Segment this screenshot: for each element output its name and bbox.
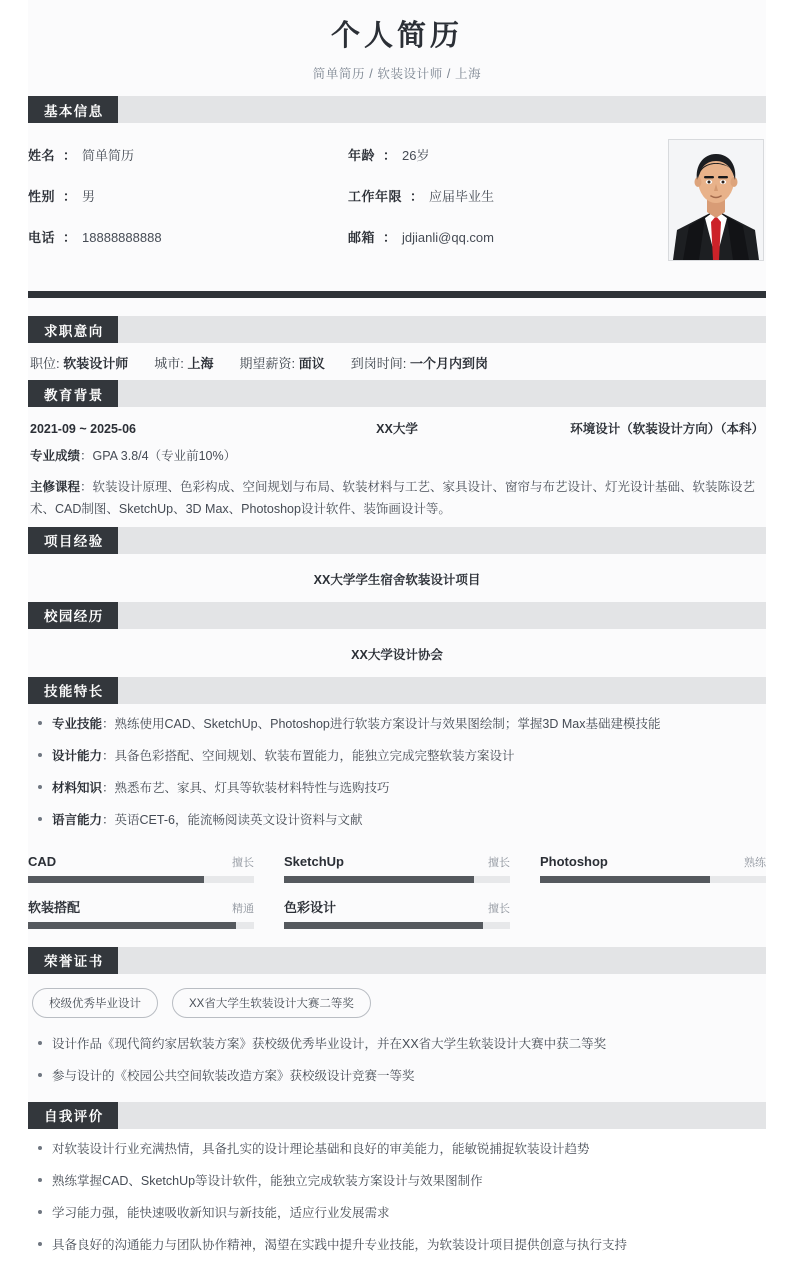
field-label: 姓名 [28,148,56,164]
skill-bar [284,897,510,929]
list-item: 设计作品《现代简约家居软装方案》获校级优秀毕业设计，并在XX省大学生软装设计大赛中获二等奖 [30,1034,764,1054]
field-label: 工作年限 [348,189,403,205]
field-label: 专业成绩 [30,449,81,464]
skill-bar-level: 擅长 [488,902,510,915]
honors-bullet-list [28,1024,766,1102]
skill-label: 材料知识 [52,780,103,795]
field-value: GPA 3.8/4（专业前10%） [92,449,237,464]
list-item [30,714,764,734]
skill-bar [284,854,510,883]
field-label: 主修课程 [30,480,81,495]
section-bar [118,1102,766,1129]
field-value: 面议 [298,356,325,372]
section-title-campus: 校园经历 [28,602,118,629]
skill-text: 熟练使用CAD、SketchUp、Photoshop进行软装方案设计与效果图绘制；掌握3D Max基础建模技能 [114,716,661,731]
field-colon: ： [102,716,115,731]
field-value: 上海 [187,356,214,372]
section-header-selfeval [28,1102,766,1129]
list-item: 学习能力强，能快速吸收新知识与新技能，适应行业发展需求 [30,1203,764,1223]
basic-info-row [348,227,648,246]
section-header-basic [28,96,766,123]
skill-bar [540,854,766,883]
skill-bar-fill [284,922,483,929]
field-colon: ： [63,189,77,205]
skill-text: 英语CET-6，能流畅阅读英文设计资料与文献 [114,812,363,827]
section-bar [118,677,766,704]
section-title-honors: 荣誉证书 [28,947,118,974]
skill-bar-name: SketchUp [284,853,344,869]
list-item [30,810,764,830]
education-gpa [28,437,766,468]
skill-bar-level: 擅长 [488,856,510,869]
page-subtitle: 简单简历 / 软装设计师 / 上海 [312,67,482,82]
list-item: 具备良好的沟通能力与团队协作精神，渴望在实践中提升专业技能，为软装设计项目提供创意与执行支持 [30,1235,764,1255]
field-value: 软装设计师 [63,356,129,372]
skill-label: 设计能力 [52,748,103,763]
education-school: XX大学 [376,422,418,437]
job-intent-position [30,353,128,372]
field-label: 性别 [28,189,56,205]
field-label: 电话 [28,230,56,246]
skill-bar-fill [540,876,710,883]
skill-bar-group [28,846,766,947]
basic-info-row [28,227,328,246]
skill-bar-fill [284,876,474,883]
section-divider [28,291,766,298]
left-margin [0,0,28,1123]
section-header-education [28,380,766,407]
selfeval-bullet-list [28,1129,766,1271]
skill-bar-track [28,922,254,929]
section-title-skills: 技能特长 [28,677,118,704]
skill-bar-track [284,876,510,883]
campus-title: XX大学设计协会 [351,647,443,662]
job-intent-salary [240,353,325,372]
skills-bullet-list [28,704,766,846]
field-colon: ： [63,148,77,164]
list-item: 参与设计的《校园公共空间软装改造方案》获校级设计竞赛一等奖 [30,1066,764,1086]
field-colon: ： [102,780,115,795]
section-header-intent [28,316,766,343]
section-title-basic: 基本信息 [28,96,118,123]
project-title: XX大学学生宿舍软装设计项目 [313,572,481,587]
field-colon: ： [102,812,115,827]
field-value: 软装设计原理、色彩构成、空间规划与布局、软装材料与工艺、家具设计、窗帘与布艺设计、灯光设计基础、软装陈设艺术、CAD制图、SketchUp、3D Max、Photoshop设计软件、装饰画设计等。 [30,480,756,516]
list-item: 对软装设计行业充满热情，具备扎实的设计理论基础和良好的审美能力，能敏锐捕捉软装设计趋势 [30,1139,764,1159]
list-item [30,778,764,798]
skill-bar-fill [28,922,236,929]
field-value: 一个月内到岗 [410,356,489,372]
avatar [668,139,764,261]
field-value: 18888888888 [82,230,162,246]
skill-bar-name: CAD [28,853,57,869]
field-colon: ： [102,748,115,763]
job-intent-city [154,353,213,372]
skill-bar-track [540,876,766,883]
field-label: 年龄 [348,148,376,164]
section-title-selfeval: 自我评价 [28,1102,118,1129]
skill-bar-name: Photoshop [540,853,608,869]
section-title-education: 教育背景 [28,380,118,407]
field-value: jdjianli@qq.com [402,230,494,246]
field-label: 邮箱 [348,230,376,246]
basic-info-column-left [28,145,328,268]
skill-bar-level: 擅长 [232,856,254,869]
job-intent-row [28,343,766,380]
section-header-campus [28,602,766,629]
right-margin [766,0,794,1123]
field-value: 26岁 [402,148,430,164]
field-value: 男 [82,189,96,205]
education-major: 环境设计（软装设计方向）（本科） [570,422,764,437]
section-title-intent: 求职意向 [28,316,118,343]
basic-info-row [28,186,328,205]
basic-info-row [348,186,648,205]
job-intent-availability [351,353,488,372]
field-colon: ： [383,148,397,164]
section-bar [118,602,766,629]
skill-bar-track [28,876,254,883]
skill-label: 专业技能 [52,716,103,731]
honor-tag: 校级优秀毕业设计 [32,988,158,1018]
section-header-honors [28,947,766,974]
field-colon: ： [80,480,93,495]
education-row [28,407,766,437]
skill-text: 具备色彩搭配、空间规划、软装布置能力，能独立完成完整软装方案设计 [114,748,515,763]
field-colon: ： [383,230,397,246]
education-date: 2021-09 ~ 2025-06 [30,422,136,437]
resume-header [28,0,766,96]
list-item: 熟练掌握CAD、SketchUp等设计软件，能独立完成软装方案设计与效果图制作 [30,1171,764,1191]
section-title-project: 项目经验 [28,527,118,554]
basic-info-row [28,145,328,164]
field-colon: ： [80,449,93,464]
skill-bar-name: 软装搭配 [28,899,81,915]
skill-bar-level: 熟练 [744,856,766,869]
skill-bar-fill [28,876,204,883]
section-bar [118,316,766,343]
field-colon: ： [63,230,77,246]
section-bar [118,947,766,974]
field-label: 期望薪资: [239,356,296,372]
skill-label: 语言能力 [52,812,103,827]
section-bar [118,527,766,554]
basic-info-row [348,145,648,164]
skill-text: 熟悉布艺、家具、灯具等软装材料特性与选购技巧 [114,780,390,795]
field-label: 城市: [154,356,184,372]
skill-bar [28,897,254,929]
field-label: 职位: [30,356,60,372]
page-title: 个人简历 [330,20,463,52]
list-item [30,746,764,766]
field-value: 应届毕业生 [429,189,495,205]
field-colon: ： [410,189,424,205]
field-label: 到岗时间: [350,356,407,372]
section-bar [118,96,766,123]
section-bar [118,380,766,407]
education-block [28,407,766,527]
skill-bar-name: 色彩设计 [284,899,337,915]
skill-bar-level: 精通 [232,902,254,915]
education-courses [28,468,766,521]
section-header-project [28,527,766,554]
section-header-skills [28,677,766,704]
honor-tag: XX省大学生软装设计大赛二等奖 [172,988,371,1018]
basic-info-block [28,123,766,285]
basic-info-column-right [348,145,648,268]
skill-bar-track [284,922,510,929]
field-value: 简单简历 [82,148,135,164]
honor-tag-group [28,974,766,1024]
skill-bar [28,854,254,883]
